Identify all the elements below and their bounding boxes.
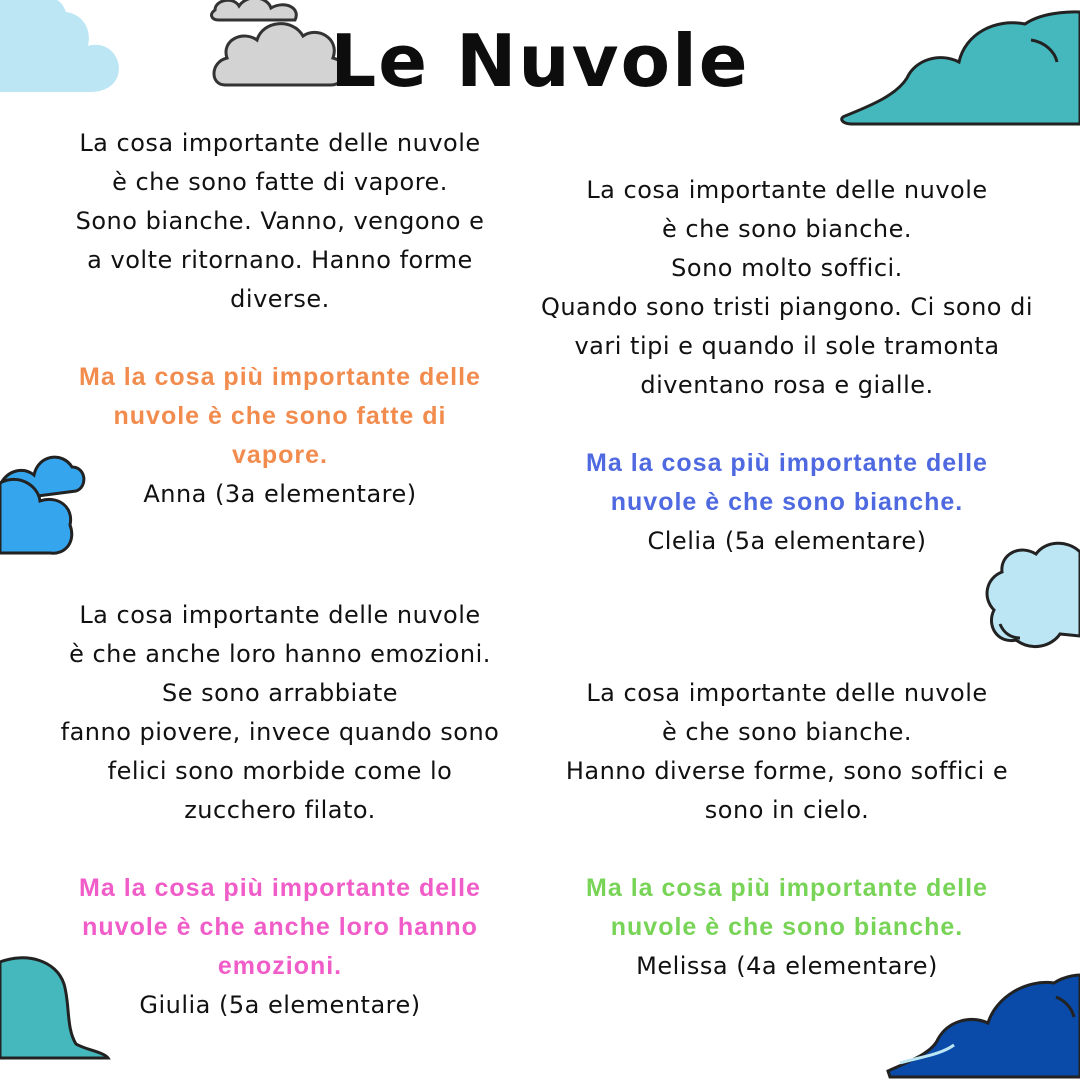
poem-line: La cosa importante delle nuvole (79, 129, 481, 157)
poem-author: Melissa (4a elementare) (636, 952, 938, 980)
poem-quote-line: emozioni. (217, 952, 343, 980)
poem-anna (20, 124, 540, 514)
page-title: Le Nuvole (330, 19, 750, 103)
poem-line: a volte ritornano. Hanno forme (87, 246, 473, 274)
poem-quote-line: Ma la cosa più importante delle (79, 363, 481, 391)
poem-quote-line: nuvole è che sono bianche. (610, 488, 964, 516)
poem-line: fanno piovere, invece quando sono (60, 718, 500, 746)
poem-author: Anna (3a elementare) (143, 480, 417, 508)
poem-quote-line: Ma la cosa più importante delle (586, 874, 988, 902)
poem-line: è che anche loro hanno emozioni. (69, 640, 491, 668)
poem-line: felici sono morbide come lo (107, 757, 453, 785)
poem-quote-line: Ma la cosa più importante delle (586, 449, 988, 477)
poem-line: La cosa importante delle nuvole (586, 679, 988, 707)
poem-line: Se sono arrabbiate (161, 679, 399, 707)
poem-quote-line: vapore. (232, 441, 328, 469)
poem-author: Clelia (5a elementare) (647, 527, 927, 555)
poem-line: Sono molto soffici. (671, 254, 903, 282)
poem-giulia (30, 596, 530, 1025)
poem-quote-line: nuvole è che sono bianche. (610, 913, 964, 941)
poem-line: diverse. (230, 285, 330, 313)
poem-line: sono in cielo. (704, 796, 870, 824)
poem-line: Sono bianche. Vanno, vengono e (75, 207, 485, 235)
poem-line: La cosa importante delle nuvole (79, 601, 481, 629)
poem-line: zucchero filato. (184, 796, 376, 824)
poem-line: è che sono fatte di vapore. (112, 168, 448, 196)
poem-clelia (522, 171, 1052, 561)
poem-melissa (537, 674, 1037, 986)
poem-line: Hanno diverse forme, sono soffici e (565, 757, 1009, 785)
poem-line: Quando sono tristi piangono. Ci sono di (540, 293, 1034, 321)
poem-line: vari tipi e quando il sole tramonta (574, 332, 1000, 360)
poem-line: è che sono bianche. (661, 215, 913, 243)
poem-line: La cosa importante delle nuvole (586, 176, 988, 204)
poem-line: diventano rosa e gialle. (640, 371, 934, 399)
poem-quote-line: Ma la cosa più importante delle (79, 874, 481, 902)
poem-line: è che sono bianche. (661, 718, 913, 746)
poem-quote-line: nuvole è che anche loro hanno (82, 913, 478, 941)
poem-author: Giulia (5a elementare) (139, 991, 421, 1019)
poem-quote-line: nuvole è che sono fatte di (113, 402, 447, 430)
